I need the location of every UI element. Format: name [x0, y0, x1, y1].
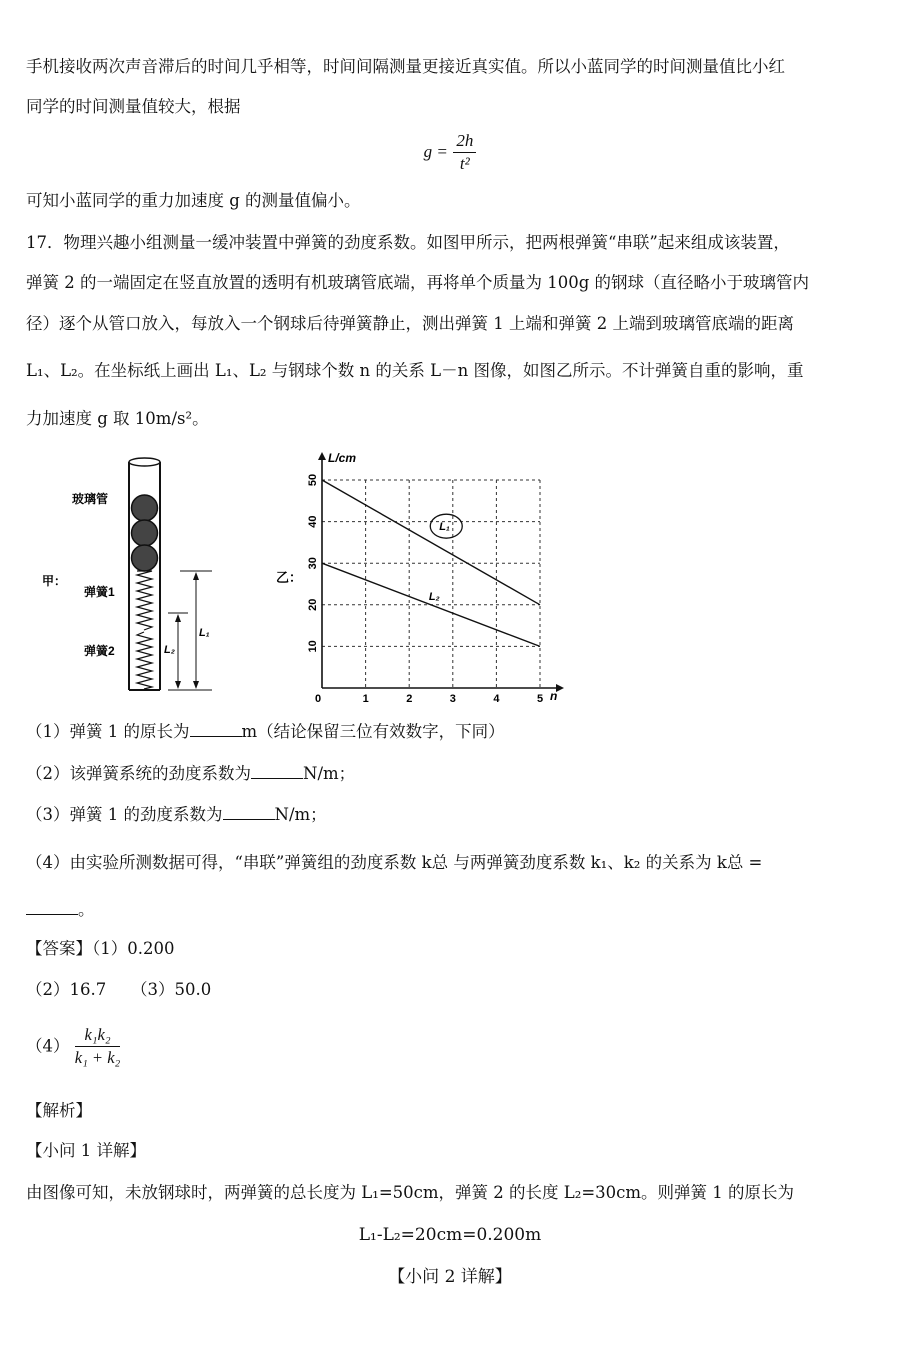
tube-label: 玻璃管 — [72, 492, 109, 506]
y-tick-label: 20 — [307, 598, 319, 611]
q17-line: 力加速度 g 取 10m/s²。 — [26, 409, 209, 428]
spring-2 — [137, 632, 152, 689]
x-tick-label: 4 — [493, 693, 500, 705]
steel-ball — [132, 545, 158, 571]
answer-q4 — [26, 1024, 120, 1069]
spring1-label: 弹簧1 — [84, 585, 115, 599]
answer-line: （2）16.7 （3）50.0 — [26, 980, 212, 999]
answer-header: 【答案】（1）0.200 — [26, 939, 175, 958]
series-line — [322, 480, 540, 605]
x-tick-label: 5 — [537, 693, 544, 705]
L1-dim-label: L₁ — [199, 627, 210, 639]
question-text: （1）弹簧 1 的原长为 — [26, 722, 190, 741]
q17-line: 弹簧 2 的一端固定在竖直放置的透明有机玻璃管底端，再将单个质量为 100g 的钢球（直径略小于玻璃管内 — [26, 273, 810, 292]
spring-1 — [137, 571, 152, 630]
question-text: （2）该弹簧系统的劲度系数为 — [26, 764, 251, 783]
question-1 — [26, 720, 505, 743]
y-tick-label: 10 — [307, 640, 319, 653]
formula-lhs: g = — [423, 142, 448, 161]
analysis-header: 【解析】 — [26, 1101, 92, 1120]
question-text: N/m； — [274, 805, 327, 824]
chart-axes — [318, 451, 564, 703]
chart-grid — [322, 480, 540, 688]
answer-blank — [190, 720, 242, 737]
glass-tube — [129, 458, 160, 690]
chart-ticks — [307, 474, 543, 705]
text-line: 同学的时间测量值较大，根据 — [26, 97, 241, 116]
spring2-label: 弹簧2 — [84, 644, 115, 658]
question-4: （4）由实验所测数据可得，“串联”弹簧组的劲度系数 k总 与两弹簧劲度系数 k₁、k₂ 的关系为 k总 = — [26, 853, 763, 872]
y-axis-arrow — [318, 452, 326, 460]
analysis-text: 由图像可知，未放钢球时，两弹簧的总长度为 L₁=50cm，弹簧 2 的长度 L₂=30cm。则弹簧 1 的原长为 — [26, 1183, 795, 1202]
text-line: 可知小蓝同学的重力加速度 g 的测量值偏小。 — [26, 191, 361, 210]
analysis-formula: L₁-L₂=20cm=0.200m — [358, 1225, 542, 1245]
question-text: m（结论保留三位有效数字，下同） — [241, 722, 505, 741]
answer-fraction — [75, 1024, 121, 1069]
L2-dim-label: L₂ — [164, 644, 175, 656]
q17-line: 径）逐个从管口放入，每放入一个钢球后待弹簧静止，测出弹簧 1 上端和弹簧 2 上端到玻璃管底端的距离 — [26, 314, 794, 333]
y-axis-label: L/cm — [328, 451, 357, 465]
sub2-header: 【小问 2 详解】 — [388, 1267, 512, 1287]
x-tick-label: 3 — [449, 693, 456, 705]
sub1-header: 【小问 1 详解】 — [26, 1141, 146, 1160]
answer-blank — [251, 762, 303, 779]
formula-denominator: t² — [459, 154, 470, 173]
formula-fraction — [453, 130, 476, 175]
figure-b-label: 乙： — [276, 570, 303, 585]
series-label: L₂ — [428, 591, 440, 604]
answer-blank — [26, 898, 78, 915]
q17-line: 17．物理兴趣小组测量一缓冲装置中弹簧的劲度系数。如图甲所示，把两根弹簧“串联”起来组成该装置， — [26, 233, 790, 252]
steel-ball — [132, 520, 158, 546]
question-text: 。 — [78, 900, 95, 919]
x-tick-label: 2 — [406, 693, 413, 705]
text-line: 手机接收两次声音滞后的时间几乎相等，时间间隔测量更接近真实值。所以小蓝同学的时间测量值比小红 — [26, 57, 785, 76]
answer-numerator: k₁k₂ — [75, 1024, 121, 1047]
question-4-end — [26, 898, 95, 921]
figure-a-label: 甲： — [42, 574, 67, 588]
y-tick-label: 50 — [307, 473, 319, 487]
figure-a — [40, 450, 280, 700]
formula-g — [0, 130, 900, 175]
answer-denominator: k₁ + k₂ — [74, 1048, 121, 1067]
y-tick-label: 40 — [307, 515, 319, 528]
question-text: （3）弹簧 1 的劲度系数为 — [26, 805, 223, 824]
x-tick-label: 0 — [315, 693, 322, 705]
answer-label: （4） — [26, 1036, 70, 1056]
q17-line: L₁、L₂。在坐标纸上画出 L₁、L₂ 与钢球个数 n 的关系 L－n 图像，如图乙所示。不计弹簧自重的影响，重 — [26, 361, 804, 380]
answer-blank — [223, 803, 275, 820]
steel-ball — [132, 495, 158, 521]
x-axis-label: n — [550, 689, 558, 703]
figure-b-chart — [270, 448, 570, 708]
y-tick-label: 30 — [307, 557, 319, 570]
x-tick-label: 1 — [362, 693, 369, 705]
question-2 — [26, 762, 355, 785]
series-label: L₁ — [439, 521, 450, 534]
question-text: N/m； — [303, 764, 356, 783]
formula-numerator: 2h — [453, 130, 476, 153]
question-3 — [26, 803, 327, 826]
